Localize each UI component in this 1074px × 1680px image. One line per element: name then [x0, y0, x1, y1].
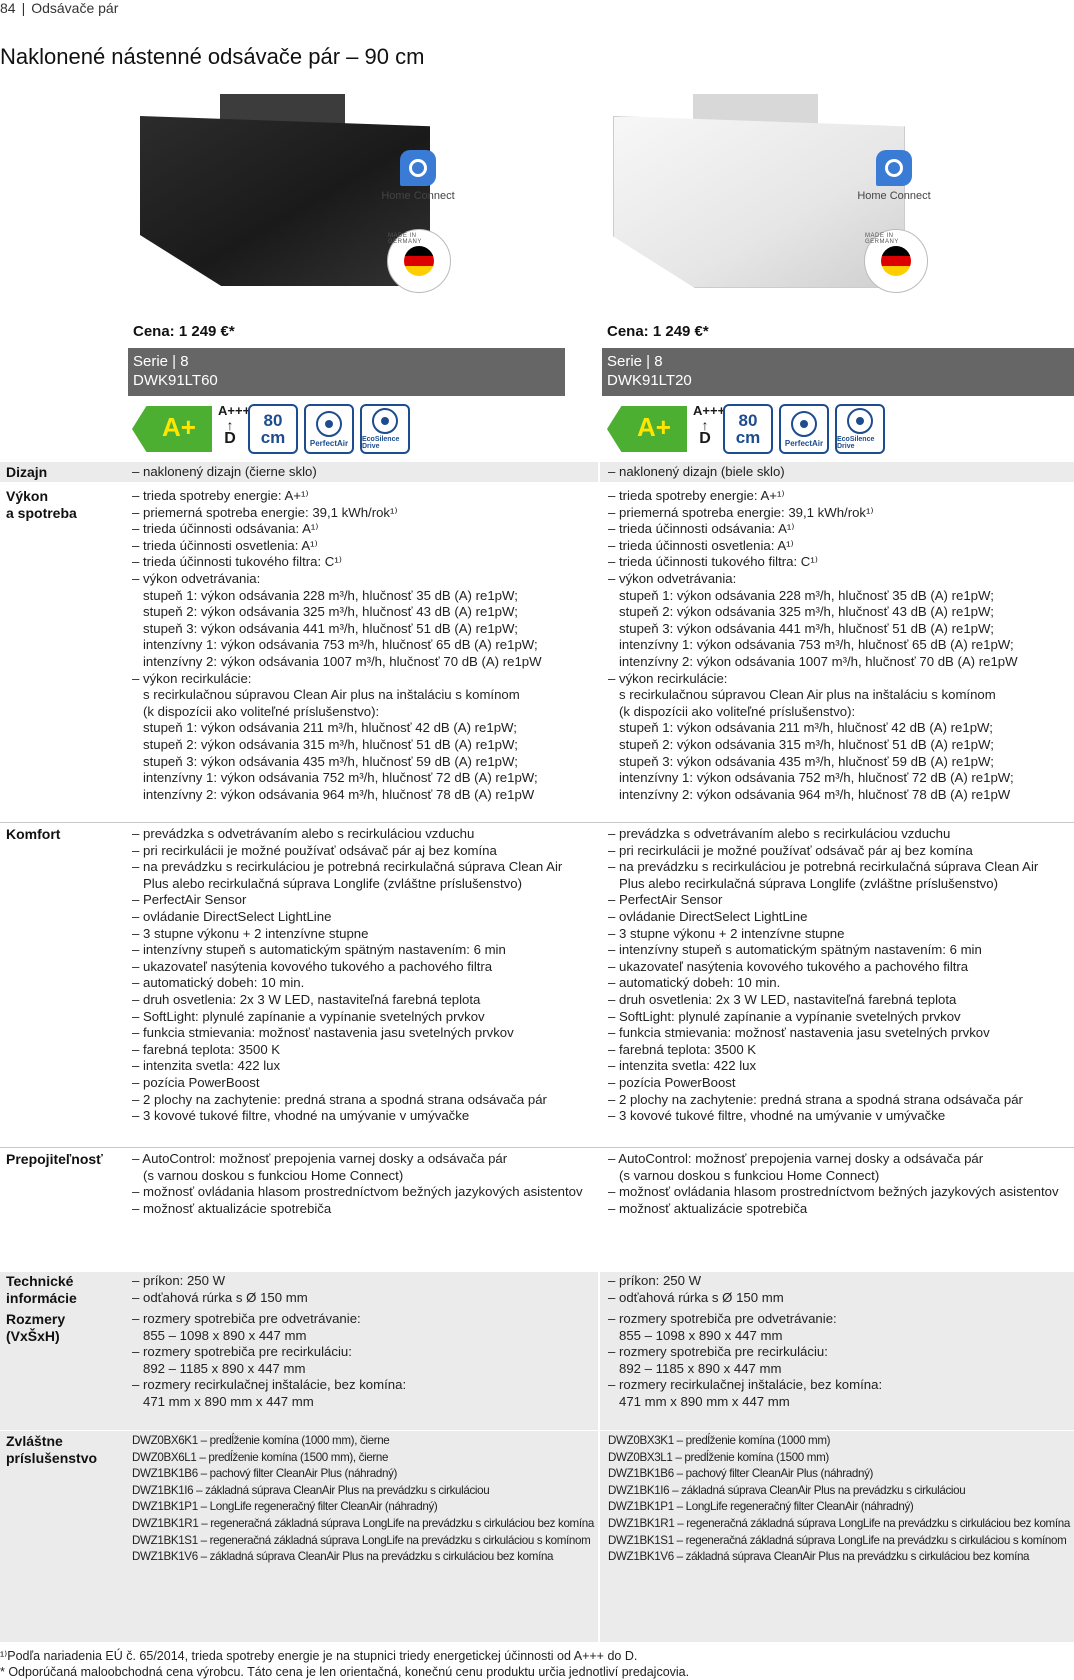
model-number: DWK91LT20 [607, 372, 692, 389]
page-title: Naklonené nástenné odsávače pár – 90 cm [0, 44, 425, 69]
serie-bar-left [128, 348, 565, 396]
komfort-right: – prevádzka s odvetrávaním alebo s recirkuláciou vzduchu – pri recirkulácii je možné používať odsávač pár aj bez komína – na prevádzku s recirkuláciou je potrebná recirkulačná súprava Clean Air Plus alebo recirkulačná súprava Longlife (zvláštne príslušenstvo) – PerfectAir Sensor – ovládanie DirectSelect LightLine – 3 stupne výkonu + 2 intenzívne stupne – intenzívny stupeň s automatickým spätným nastavením: 6 min – ukazovateľ nasýtenia kovového tukového a pachového filtra – automatický dobeh: 10 min. – druh osvetlenia: 2x 3 W LED, nastaviteľná farebná teplota – SoftLight: plynulé zapínanie a vypínanie svetelných prvkov – funkcia stmievania: možnosť nastavenia jasu svetelných prvkov – farebná teplota: 3500 K – intenzita svetla: 422 lux – pozícia PowerBoost – 2 plochy na zachytenie: predná strana a spodná strana odsávača pár – 3 kovové tukové filtre, vhodné na umývanie v umývačke [608, 826, 1039, 1124]
vykon-right: – trieda spotreby energie: A+¹⁾ – priemerná spotreba energie: 39,1 kWh/rok¹⁾ – trieda účinnosti odsávania: A¹⁾ – trieda účinnosti osvetlenia: A¹⁾ – trieda účinnosti tukového filtra: C¹⁾ – výkon odvetrávania: stupeň 1: výkon odsávania 228 m³/h, hlučnosť 35 dB (A) re1pW; stupeň 2: výkon odsávania 325 m³/h, hlučnosť 43 dB (A) re1pW; stupeň 3: výkon odsávania 441 m³/h, hlučnosť 51 dB (A) re1pW; intenzívny 1: výkon odsávania 753 m³/h, hlučnosť 65 dB (A) re1pW; intenzívny 2: výkon odsávania 1007 m³/h, hlučnosť 70 dB (A) re1pW – výkon recirkulácie: s recirkulačnou súpravou Clean Air plus na inštaláciu s komínom (k dispozícii ako voliteľné príslušenstvo): stupeň 1: výkon odsávania 211 m³/h, hlučnosť 42 dB (A) re1pW; stupeň 2: výkon odsávania 315 m³/h, hlučnosť 51 dB (A) re1pW; stupeň 3: výkon odsávania 435 m³/h, hlučnosť 59 dB (A) re1pW; intenzívny 1: výkon odsávania 752 m³/h, hlučnosť 72 dB (A) re1pW; intenzívny 2: výkon odsávania 964 m³/h, hlučnosť 78 dB (A) re1pW [608, 488, 1018, 802]
serie-label: Serie | 8 [607, 353, 663, 370]
width-unit: cm [735, 428, 761, 447]
made-in-germany-text: MADE IN GERMANY [865, 233, 899, 245]
width-value: 80 [738, 411, 758, 430]
motor-icon [847, 408, 873, 434]
motor-icon [372, 408, 398, 434]
scale-top: A+++ [218, 403, 251, 418]
home-connect-icon [876, 150, 912, 186]
width-unit: cm [260, 428, 286, 447]
footnotes [0, 1648, 689, 1680]
prepojitelnost-left: – AutoControl: možnosť prepojenia varnej dosky a odsávača pár (s varnou doskou s funkciou Home Connect) – možnosť ovládania hlasom prostredníctvom bežných jazykových asistentov – možnosť aktualizácie spotrebiča [132, 1151, 583, 1216]
row-label-dizajn: Dizajn [6, 464, 48, 480]
row-label-vykon: Výkon a spotreba [6, 488, 77, 521]
energy-class-value: A+ [637, 412, 671, 442]
row-divider [0, 1147, 1074, 1148]
row-label-rozmery: Rozmery (VxŠxH) [6, 1311, 66, 1344]
row-divider [0, 1430, 1074, 1431]
home-connect-logo [849, 150, 939, 202]
row-label-komfort: Komfort [6, 826, 61, 842]
energy-class-arrow [607, 406, 687, 452]
energy-class-arrow [132, 406, 212, 452]
column-divider [598, 462, 600, 482]
page-number: 84 [0, 0, 16, 16]
ecosilence-badge [360, 404, 410, 454]
dizajn-right: – naklonený dizajn (biele sklo) [608, 464, 785, 479]
header-separator: | [21, 0, 26, 16]
width-value: 80 [263, 411, 283, 430]
made-in-germany-text: MADE IN GERMANY [388, 233, 422, 245]
perfectair-badge [779, 404, 829, 454]
ecosilence-label: EcoSilence Drive [362, 436, 400, 450]
home-connect-label: Home Connect [857, 190, 931, 202]
made-in-germany-seal [387, 229, 451, 293]
prislusenstvo-left: DWZ0BX6K1 – predĺženie komína (1000 mm), čierne DWZ0BX6L1 – predĺženie komína (1500 mm), čierne DWZ1BK1B6 – pachový filter CleanAir Plus (náhradný) DWZ1BK1I6 – základná súprava CleanAir Plus na prevádzku s cirkuláciou DWZ1BK1P1 – LongLife regeneračný filter CleanAir (náhradný) DWZ1BK1R1 – regeneračná základná súprava LongLife na prevádzku s cirkuláciou bez komína DWZ1BK1S1 – regeneračná základná súprava LongLife na prevádzku s cirkuláciou s komínom DWZ1BK1V6 – základná súprava CleanAir Plus na prevádzku s cirkuláciou bez komína [132, 1434, 594, 1564]
row-label-technicke: Technické informácie [6, 1273, 77, 1306]
width-badge [248, 404, 298, 454]
rozmery-left: – rozmery spotrebiča pre odvetrávanie: 855 – 1098 x 890 x 447 mm – rozmery spotrebiča pre recirkuláciu: 892 – 1185 x 890 x 447 mm – rozmery recirkulačnej inštalácie, bez komína: 471 mm x 890 mm x 447 mm [132, 1311, 407, 1409]
technicke-left: – príkon: 250 W – odťahová rúrka s Ø 150 mm [132, 1273, 308, 1305]
technicke-right: – príkon: 250 W – odťahová rúrka s Ø 150 mm [608, 1273, 784, 1305]
prepojitelnost-right: – AutoControl: možnosť prepojenia varnej dosky a odsávača pár (s varnou doskou s funkciou Home Connect) – možnosť ovládania hlasom prostredníctvom bežných jazykových asistentov – možnosť aktualizácie spotrebiča [608, 1151, 1059, 1216]
price-left: Cena: 1 249 €* [133, 323, 235, 340]
fan-icon [316, 411, 342, 437]
model-number: DWK91LT60 [133, 372, 218, 389]
row-label-prislusenstvo: Zvláštne príslušenstvo [6, 1433, 98, 1466]
energy-scale [218, 403, 251, 454]
perfectair-label: PerfectAir [784, 438, 824, 448]
width-badge [723, 404, 773, 454]
fan-icon [791, 411, 817, 437]
section-name: Odsávače pár [31, 0, 119, 16]
footnote-price: * Odporúčaná maloobchodná cena výrobcu. Táto cena je len orientačná, konečnú cenu produktu určia jednotliví predajcovia. [0, 1665, 690, 1679]
komfort-left: – prevádzka s odvetrávaním alebo s recirkuláciou vzduchu – pri recirkulácii je možné používať odsávač pár aj bez komína – na prevádzku s recirkuláciou je potrebná recirkulačná súprava Clean Air Plus alebo recirkulačná súprava Longlife (zvláštne príslušenstvo) – PerfectAir Sensor – ovládanie DirectSelect LightLine – 3 stupne výkonu + 2 intenzívne stupne – intenzívny stupeň s automatickým spätným nastavením: 6 min – ukazovateľ nasýtenia kovového tukového a pachového filtra – automatický dobeh: 10 min. – druh osvetlenia: 2x 3 W LED, nastaviteľná farebná teplota – SoftLight: plynulé zapínanie a vypínanie svetelných prvkov – funkcia stmievania: možnosť nastavenia jasu svetelných prvkov – farebná teplota: 3500 K – intenzita svetla: 422 lux – pozícia PowerBoost – 2 plochy na zachytenie: predná strana a spodná strana odsávača pár – 3 kovové tukové filtre, vhodné na umývanie v umývačke [132, 826, 563, 1124]
perfectair-badge [304, 404, 354, 454]
rozmery-right: – rozmery spotrebiča pre odvetrávanie: 855 – 1098 x 890 x 447 mm – rozmery spotrebiča pre recirkuláciu: 892 – 1185 x 890 x 447 mm – rozmery recirkulačnej inštalácie, bez komína: 471 mm x 890 mm x 447 mm [608, 1311, 883, 1409]
serie-bar-right [602, 348, 1074, 396]
energy-scale [693, 403, 726, 454]
feature-badges-left [132, 402, 410, 456]
home-connect-icon [400, 150, 436, 186]
row-divider [0, 822, 1074, 823]
ecosilence-badge [835, 404, 885, 454]
dizajn-left: – naklonený dizajn (čierne sklo) [132, 464, 317, 479]
home-connect-logo [373, 150, 463, 202]
price-right: Cena: 1 249 €* [607, 323, 709, 340]
column-divider [598, 1272, 600, 1642]
arrow-up-icon: ↑ [701, 417, 709, 433]
arrow-up-icon: ↑ [226, 417, 234, 433]
serie-label: Serie | 8 [133, 353, 189, 370]
vykon-left: – trieda spotreby energie: A+¹⁾ – priemerná spotreba energie: 39,1 kWh/rok¹⁾ – trieda účinnosti odsávania: A¹⁾ – trieda účinnosti osvetlenia: A¹⁾ – trieda účinnosti tukového filtra: C¹⁾ – výkon odvetrávania: stupeň 1: výkon odsávania 228 m³/h, hlučnosť 35 dB (A) re1pW; stupeň 2: výkon odsávania 325 m³/h, hlučnosť 43 dB (A) re1pW; stupeň 3: výkon odsávania 441 m³/h, hlučnosť 51 dB (A) re1pW; intenzívny 1: výkon odsávania 753 m³/h, hlučnosť 65 dB (A) re1pW; intenzívny 2: výkon odsávania 1007 m³/h, hlučnosť 70 dB (A) re1pW – výkon recirkulácie: s recirkulačnou súpravou Clean Air plus na inštaláciu s komínom (k dispozícii ako voliteľné príslušenstvo): stupeň 1: výkon odsávania 211 m³/h, hlučnosť 42 dB (A) re1pW; stupeň 2: výkon odsávania 315 m³/h, hlučnosť 51 dB (A) re1pW; stupeň 3: výkon odsávania 435 m³/h, hlučnosť 59 dB (A) re1pW; intenzívny 1: výkon odsávania 752 m³/h, hlučnosť 72 dB (A) re1pW; intenzívny 2: výkon odsávania 964 m³/h, hlučnosť 78 dB (A) re1pW [132, 488, 542, 802]
feature-badges-right [607, 402, 885, 456]
perfectair-label: PerfectAir [309, 438, 349, 448]
footnote-energy: ¹⁾Podľa nariadenia EÚ č. 65/2014, trieda spotreby energie je na stupnici triedy energetickej účinnosti od A+++ do D. [0, 1649, 638, 1663]
scale-top: A+++ [693, 403, 726, 418]
prislusenstvo-right: DWZ0BX3K1 – predĺženie komína (1000 mm) DWZ0BX3L1 – predĺženie komína (1500 mm) DWZ1BK1B6 – pachový filter CleanAir Plus (náhradný) DWZ1BK1I6 – základná súprava CleanAir Plus na prevádzku s cirkuláciou DWZ1BK1P1 – LongLife regeneračný filter CleanAir (náhradný) DWZ1BK1R1 – regeneračná základná súprava LongLife na prevádzku s cirkuláciou bez komína DWZ1BK1S1 – regeneračná základná súprava LongLife na prevádzku s cirkuláciou s komínom DWZ1BK1V6 – základná súprava CleanAir Plus na prevádzku s cirkuláciou bez komína [608, 1434, 1070, 1564]
page-header [0, 0, 118, 16]
made-in-germany-seal [864, 229, 928, 293]
energy-class-value: A+ [162, 412, 196, 442]
scale-bottom: D [699, 430, 711, 447]
row-label-prepojitelnost: Prepojiteľnosť [6, 1151, 103, 1167]
ecosilence-label: EcoSilence Drive [837, 436, 875, 450]
scale-bottom: D [224, 430, 236, 447]
home-connect-label: Home Connect [381, 190, 455, 202]
